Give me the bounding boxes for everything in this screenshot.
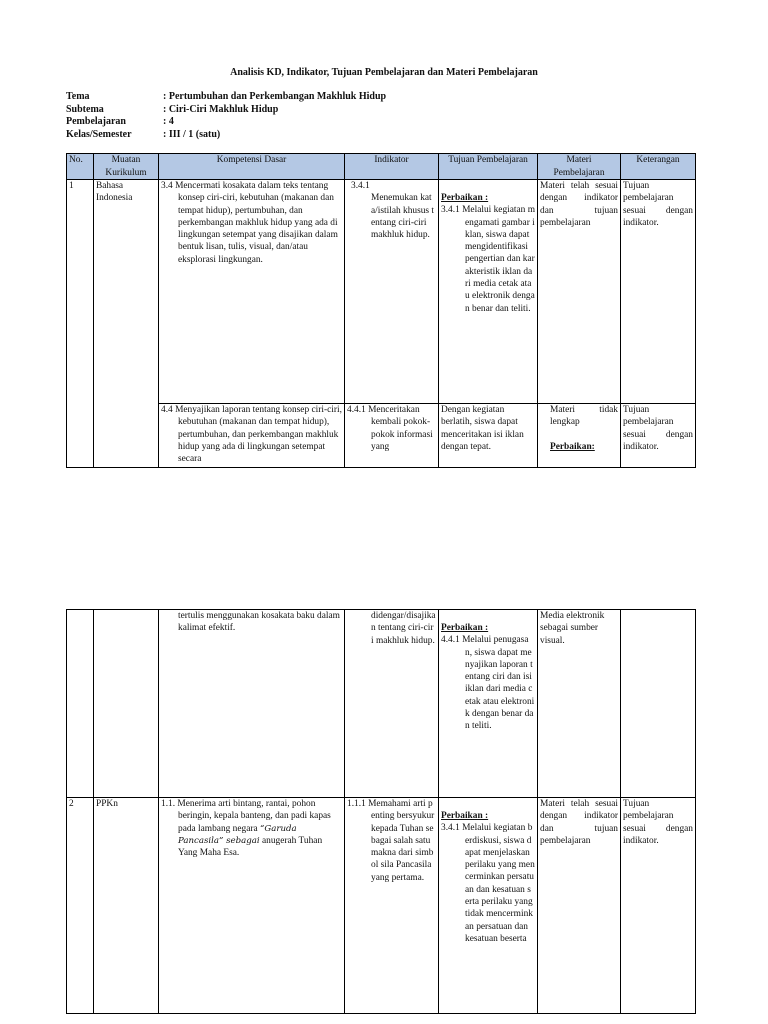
cell-materi: Materi telah sesuai dengan indikator dan tujuan pembelajaran (538, 180, 621, 404)
kd-text: 4.4 Menyajikan laporan tentang konsep ciri-ciri, kebutuhan (makanan dan tempat hidup), pertumbuhan, dan perkembangan makhluk hidup yang ada di lingkungan setempat secara (161, 405, 342, 465)
tujuan-spacer (441, 180, 535, 192)
document-meta (66, 91, 386, 141)
cell-tujuan (439, 404, 538, 468)
cell-materi: Materi telah sesuai dengan indikator dan tujuan pembelajaran (538, 798, 621, 1014)
cell-indikator (345, 404, 439, 468)
cell-indikator (345, 180, 439, 404)
tujuan-perbaikan-label: Perbaikan : (441, 193, 489, 203)
meta-row-kelas (66, 129, 386, 142)
table-row (67, 798, 696, 1014)
materi-spacer (540, 429, 618, 441)
cell-tujuan (439, 798, 538, 1014)
meta-key: Kelas/Semester (66, 128, 132, 140)
cell-kd (159, 798, 345, 1014)
indikator-text: Menemukan kata/istilah khusus tentang ciri-ciri makhluk hidup. (371, 193, 435, 241)
header-muatan: Muatan Kurikulum (94, 154, 159, 180)
header-kompetensi: Kompetensi Dasar (159, 154, 345, 180)
cell-tujuan (439, 180, 538, 404)
header-materi: Materi Pembelajaran (538, 154, 621, 180)
document-title: Analisis KD, Indikator, Tujuan Pembelajaran dan Materi Pembelajaran (230, 67, 538, 78)
meta-key: Tema (66, 91, 90, 102)
indikator-text: didengar/disajikan tentang ciri-ciri makhluk hidup. (371, 611, 436, 646)
kd-text: 3.4 Mencermati kosakata dalam teks tentang konsep ciri-ciri, kebutuhan (makanan dan tempat hidup), pertumbuhan, dan perkembangan makhluk hidup yang ada di lingkungan setempat yang disajikan dalam bentuk lisan, tulis, visual, dan/atau eksplorasi lingkungan. (161, 181, 338, 265)
header-tujuan: Tujuan Pembelajaran (439, 154, 538, 180)
table-header-row (67, 154, 696, 180)
materi-perbaikan-label: Perbaikan: (550, 441, 595, 452)
cell-indikator (345, 798, 439, 1014)
cell-muatan: PPKn (94, 798, 159, 1014)
cell-materi: Media elektronik sebagai sumber visual. (538, 610, 621, 798)
kd-analysis-table-continued (66, 609, 696, 1014)
meta-value: : III / 1 (satu) (163, 128, 221, 140)
table-row (67, 404, 696, 468)
kd-text (161, 798, 342, 859)
cell-kd (159, 610, 345, 798)
cell-indikator (345, 610, 439, 798)
kd-analysis-table (66, 153, 696, 468)
meta-row-subtema (66, 104, 386, 117)
tujuan-text: 3.4.1 Melalui kegiatan berdiskusi, siswa dapat menjelaskan perilaku yang mencerminkan persatuan dan kesatuan serta perilaku yang tidak mencerminkan persatuan dan kesatuan beserta (441, 823, 535, 944)
kd-text-part: anugerah Tuhan Yang Maha Esa. (178, 835, 323, 859)
kd-text-part: 1.1. Menerima arti bintang, rantai, pohon beringin, kepala banteng, dan padi kapas pada lambang negara (161, 799, 331, 834)
cell-muatan (94, 610, 159, 798)
indikator-text: 4.4.1 Menceritakan kembali pokok-pokok informasi yang (347, 405, 433, 452)
cell-tujuan (439, 610, 538, 798)
meta-value: : 4 (163, 116, 174, 128)
indikator-code: 3.4.1 (351, 181, 370, 191)
kd-text: tertulis menggunakan kosakata baku dalam kalimat efektif. (178, 611, 340, 634)
cell-keterangan: Tujuan pembelajaran sesuai dengan indikator. (621, 798, 696, 1014)
meta-row-pembelajaran (66, 116, 386, 129)
cell-kd (159, 404, 345, 468)
indikator-text: 1.1.1 Memahami arti penting bersyukur kepada Tuhan sebagai salah satu makna dari simbol sila Pancasila yang pertama. (347, 799, 435, 883)
materi-text: Materi tidak lengkap (550, 405, 618, 428)
cell-no: 2 (67, 798, 94, 1014)
tujuan-perbaikan-label: Perbaikan : (441, 623, 489, 633)
cell-kd (159, 180, 345, 404)
cell-keterangan (621, 610, 696, 798)
cell-materi (538, 404, 621, 468)
tujuan-perbaikan-label: Perbaikan : (441, 811, 489, 821)
meta-value: : Pertumbuhan dan Perkembangan Makhluk Hidup (163, 91, 387, 102)
table-row (67, 180, 696, 404)
meta-row-tema (66, 91, 386, 104)
meta-key: Subtema (66, 103, 104, 115)
header-no: No. (67, 154, 94, 180)
meta-value: : Ciri-Ciri Makhluk Hidup (163, 103, 279, 115)
header-keterangan: Keterangan (621, 154, 696, 180)
tujuan-spacer (441, 798, 535, 810)
cell-muatan: Bahasa Indonesia (94, 180, 159, 468)
kd-text-garuda: “Garuda Pancasila” sebagai (178, 823, 297, 846)
tujuan-text: Dengan kegiatan berlatih, siswa dapat menceritakan isi iklan dengan tepat. (441, 405, 524, 452)
table-row (67, 610, 696, 798)
header-indikator: Indikator (345, 154, 439, 180)
tujuan-text: 3.4.1 Melalui kegiatan mengamati gambar iklan, siswa dapat mengidentifikasi pengertian dan karakteristik iklan dari media cetak atau elektronik dengan benar dan teliti. (441, 205, 535, 314)
cell-keterangan: Tujuan pembelajaran sesuai dengan indikator. (621, 180, 696, 404)
tujuan-text: 4.4.1 Melalui penugasan, siswa dapat menyajikan laporan tentang ciri dan isi iklan dari media cetak atau elektronik dengan benar dan teliti. (441, 635, 535, 732)
cell-no (67, 610, 94, 798)
cell-no: 1 (67, 180, 94, 468)
meta-key: Pembelajaran (66, 116, 126, 128)
cell-keterangan: Tujuan pembelajaran sesuai dengan indikator. (621, 404, 696, 468)
tujuan-spacer (441, 610, 535, 622)
